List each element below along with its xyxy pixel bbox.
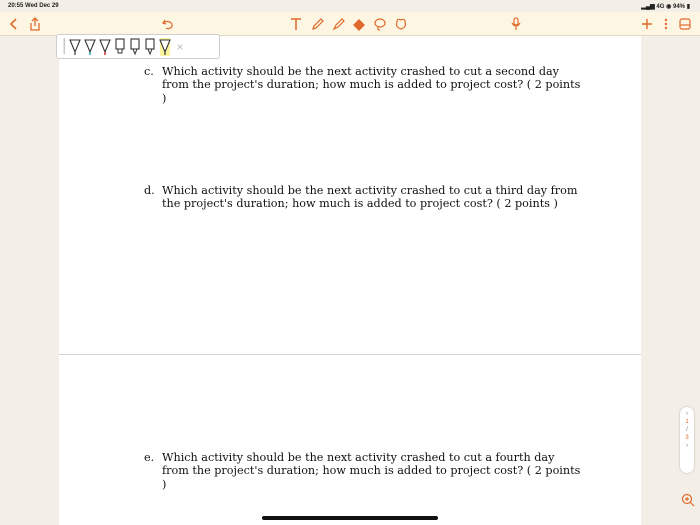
pen-tray-handle[interactable] [61, 38, 67, 56]
question-text: Which activity should be the next activity crashed to cut a fourth day from the project's duration; how much is added to project cost? ( 2 points ) [162, 451, 581, 491]
back-icon[interactable] [8, 16, 20, 32]
status-time: 20:55 Wed Dec 29 [8, 3, 59, 9]
status-indicators [641, 3, 690, 10]
page-separator: / [686, 427, 688, 433]
close-icon[interactable]: × [176, 39, 184, 54]
page-down-icon[interactable]: › [686, 443, 688, 449]
total-pages: 3 [685, 435, 689, 441]
question-letter: e. [144, 451, 155, 464]
network-label: 4G [656, 4, 665, 10]
page-up-icon[interactable]: ‹ [686, 411, 688, 417]
eraser-icon[interactable] [351, 16, 367, 32]
pencil-icon[interactable] [310, 16, 326, 32]
battery-label: 94% [673, 4, 686, 10]
pen-teal-icon[interactable] [83, 38, 97, 56]
marker-icon[interactable] [331, 16, 347, 32]
page-view-icon[interactable] [678, 16, 692, 32]
question-d [144, 184, 584, 211]
question-c [144, 65, 584, 105]
question-letter: d. [144, 184, 155, 197]
zoom-icon[interactable] [681, 493, 695, 507]
undo-icon[interactable] [160, 16, 176, 32]
home-indicator[interactable] [262, 516, 438, 520]
status-bar [0, 0, 700, 12]
highlighter-c-icon[interactable] [143, 38, 157, 56]
share-icon[interactable] [28, 16, 42, 32]
microphone-icon[interactable] [509, 16, 523, 32]
pen-red-icon[interactable] [98, 38, 112, 56]
question-text: Which activity should be the next activity crashed to cut a third day from the project's duration; how much is added to project cost? ( 2 points ) [162, 184, 578, 211]
question-letter: c. [144, 65, 154, 78]
highlighter-yellow-icon[interactable] [158, 38, 172, 56]
pen-black-icon[interactable] [68, 38, 82, 56]
text-icon[interactable] [289, 16, 303, 32]
current-page: 1 [685, 419, 689, 425]
signal-icon: ▂▄▆ [641, 4, 655, 10]
page-break [59, 354, 641, 355]
more-icon[interactable] [661, 16, 671, 32]
add-icon[interactable] [640, 16, 654, 32]
toolbar [0, 12, 700, 36]
location-icon: ◉ [666, 4, 672, 10]
highlighter-a-icon[interactable] [113, 38, 127, 56]
pen-tray [56, 34, 220, 59]
question-text: Which activity should be the next activity crashed to cut a second day from the project's duration; how much is added to project cost? ( 2 points ) [162, 65, 581, 105]
page-navigator[interactable] [680, 407, 694, 473]
lasso-icon[interactable] [372, 16, 388, 32]
battery-icon: ▮ [686, 4, 690, 10]
shapes-icon[interactable] [393, 16, 409, 32]
question-e [144, 451, 584, 491]
highlighter-b-icon[interactable] [128, 38, 142, 56]
